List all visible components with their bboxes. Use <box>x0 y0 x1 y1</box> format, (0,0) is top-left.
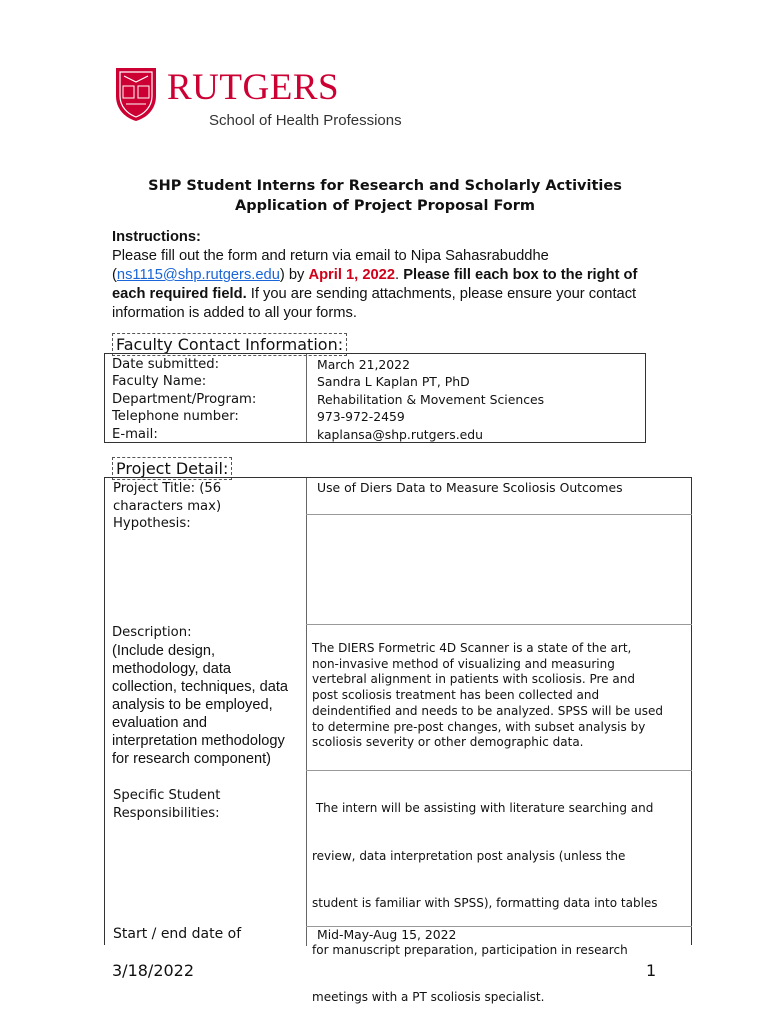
form-title: SHP Student Interns for Research and Scholarly Activities <box>148 178 622 194</box>
responsibilities-label: Specific Student Responsibilities: <box>113 788 221 821</box>
dates-label: Start / end date of <box>113 926 242 942</box>
hypothesis-field[interactable] <box>306 515 692 623</box>
faculty-row-value[interactable]: Sandra L Kaplan PT, PhD <box>317 374 470 390</box>
faculty-row-value[interactable]: kaplansa@shp.rutgers.edu <box>317 426 483 442</box>
school-name: School of Health Professions <box>209 112 402 129</box>
page-number: 1 <box>646 961 657 980</box>
faculty-row-label: Telephone number: <box>112 409 239 425</box>
instructions-line3: each required field. If you are sending attachments, please ensure your contact <box>112 286 637 302</box>
faculty-row-value[interactable]: March 21,2022 <box>317 357 410 372</box>
form-subtitle: Application of Project Proposal Form <box>234 198 536 214</box>
faculty-row-value[interactable]: Rehabilitation & Movement Sciences <box>317 391 545 407</box>
faculty-row-value[interactable]: 973-972-2459 <box>317 409 405 425</box>
instructions-line4: information is added to all your forms. <box>112 305 357 321</box>
description-value[interactable]: The DIERS Formetric 4D Scanner is a state of the art, non-invasive method of visualizing and measuring vertebral alignment in patients with scoliosis. Pre and post scoliosis treatment has been collected and deindentified and needs to be analyzed. SPSS will be used to determine pre-post changes, with subset analysis by scoliosis severity or other demographic data. <box>312 641 663 750</box>
rutgers-wordmark: RUTGERS <box>167 67 340 108</box>
dates-value[interactable]: Mid-May-Aug 15, 2022 <box>317 927 457 942</box>
description-label: Description: (Include design, methodology, data collection, techniques, data analysis to be employed, evaluation and interpretation methodology for research component) <box>112 625 289 767</box>
email-link[interactable]: ns1115@shp.rutgers.edu <box>116 267 280 283</box>
rutgers-shield-logo <box>114 66 158 122</box>
project-title-label: Project Title: (56 characters max) <box>113 481 222 514</box>
project-section-heading: Project Detail: <box>112 457 232 480</box>
instructions-label: Instructions: <box>112 229 201 245</box>
instructions-line2: (ns1115@shp.rutgers.edu) by April 1, 2022. Please fill each box to the right of <box>112 267 638 283</box>
faculty-row-label: Faculty Name: <box>112 374 207 390</box>
deadline-date: April 1, 2022 <box>308 267 396 283</box>
faculty-row-label: Department/Program: <box>112 391 257 407</box>
instructions-line1: Please fill out the form and return via email to Nipa Sahasrabuddhe <box>112 248 549 264</box>
hypothesis-label: Hypothesis: <box>113 516 191 531</box>
faculty-row-label: E-mail: <box>112 426 158 442</box>
project-title-value[interactable]: Use of Diers Data to Measure Scoliosis Outcomes <box>317 480 623 495</box>
instructions-block <box>112 228 672 323</box>
footer-date: 3/18/2022 <box>112 961 195 980</box>
faculty-row-label: Date submitted: <box>112 357 220 372</box>
responsibilities-value[interactable]: The intern will be assisting with literature searching and review, data interpretation post analysis (unless the student is familiar with SPSS), formatting data into tables for manuscript preparation, participation in research meetings with a PT scoliosis specialist. <box>312 801 658 1004</box>
faculty-section-heading: Faculty Contact Information: <box>112 333 347 356</box>
